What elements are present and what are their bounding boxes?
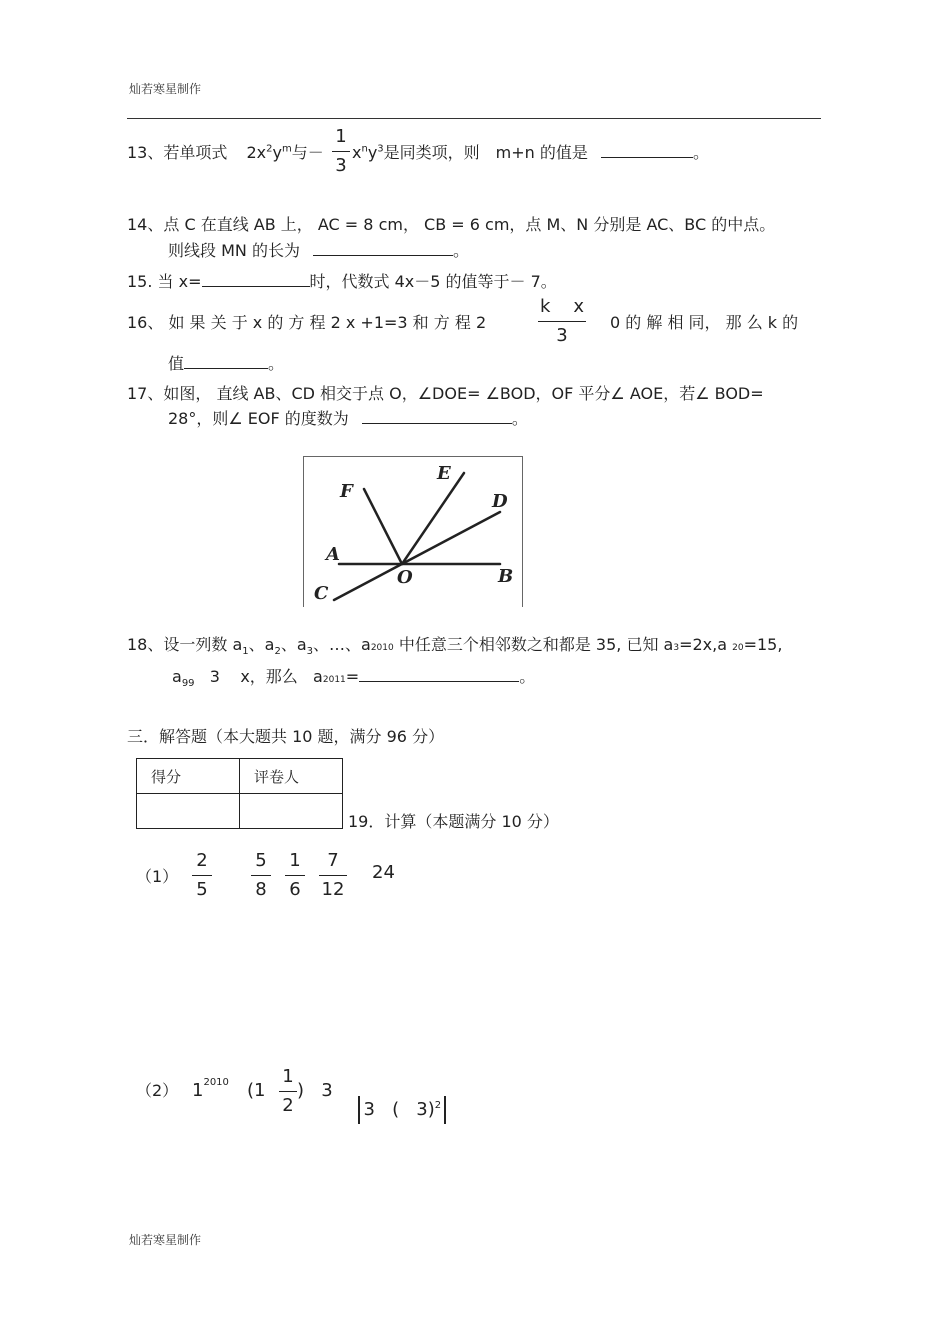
- q18-s2011: 2011: [322, 675, 346, 685]
- p1-f1-num: 2: [196, 850, 208, 871]
- p2-power: [192, 1077, 229, 1101]
- line-cd: [334, 512, 500, 600]
- p2-exp: 2010: [203, 1077, 229, 1088]
- grader-cell[interactable]: [240, 794, 343, 829]
- q13-answer-blank[interactable]: [601, 141, 693, 158]
- p1-f3-num: 1: [289, 850, 301, 871]
- q13-expm: m: [281, 143, 292, 155]
- geometry-figure: [303, 456, 523, 607]
- label-b: B: [498, 566, 514, 587]
- ray-of: [364, 489, 402, 564]
- q13-term1: 2x: [246, 143, 267, 162]
- q16-fraction: [538, 294, 586, 349]
- header-maker: 灿若寒星制作: [129, 82, 202, 96]
- q16-line2-text: 值: [168, 354, 185, 373]
- q18-s3b: 3: [673, 643, 680, 653]
- label-e: E: [437, 463, 451, 484]
- question-15: [127, 269, 557, 292]
- footer-maker: 灿若寒星制作: [129, 1233, 202, 1247]
- p2-f-den: 2: [282, 1095, 294, 1116]
- q13-exp3: 3: [377, 143, 384, 155]
- q13-frac-den: 3: [335, 155, 347, 176]
- label-o: O: [397, 567, 413, 588]
- q18-c1: 、a: [248, 635, 275, 654]
- q16-frac-den: 3: [556, 325, 568, 346]
- q18-answer-blank[interactable]: [359, 665, 519, 682]
- q18-line1: [127, 632, 782, 657]
- ray-oe: [402, 473, 464, 564]
- q13-number: 13、若单项式: [127, 143, 228, 162]
- q18-s20: 20: [732, 643, 744, 653]
- grader-header: 评卷人: [240, 759, 343, 794]
- p2-abs-expr: [344, 1075, 449, 1124]
- q17-line2: [168, 406, 528, 429]
- q13-with: 与－: [291, 143, 324, 162]
- q13-y2: y: [367, 143, 378, 162]
- p1-f2-num: 5: [255, 850, 267, 871]
- p2-abs-inner: 3 ( 3): [363, 1099, 435, 1120]
- figure-lines: [304, 457, 522, 607]
- q16-answer-blank[interactable]: [184, 352, 268, 369]
- q15-answer-blank[interactable]: [202, 270, 310, 287]
- p2-square: 2: [434, 1100, 442, 1111]
- q14-answer-blank[interactable]: [313, 239, 453, 256]
- q13-exp2: 2: [266, 143, 273, 155]
- q18-l2: 3 x，那么 a: [194, 667, 323, 686]
- p1-f4-num: 7: [327, 850, 339, 871]
- p2-f-num: 1: [282, 1066, 294, 1087]
- score-header: 得分: [137, 759, 240, 794]
- q14-end: 。: [453, 241, 470, 260]
- q18-c2: 、a: [280, 635, 307, 654]
- p1-frac4: [319, 848, 347, 903]
- p1-frac3: [285, 848, 305, 903]
- q18-l2b: =: [345, 667, 360, 686]
- q13-y: y: [272, 143, 282, 162]
- q18-l1b: 中任意三个相邻数之和都是 35, 已知 a: [393, 635, 674, 654]
- q14-line1: 14、点 C 在直线 AB 上， AC = 8 cm， CB = 6 cm，点 M、N 分别是 AC、BC 的中点。: [127, 215, 776, 234]
- p1-frac2: [251, 848, 271, 903]
- p1-f4-den: 12: [321, 879, 345, 900]
- label-f: F: [340, 481, 353, 502]
- q16-end: 。: [268, 354, 285, 373]
- label-d: D: [492, 491, 508, 512]
- q13-frac-num: 1: [335, 126, 347, 147]
- q19-title: 19．计算（本题满分 10 分）: [348, 812, 559, 831]
- q18-line2: [172, 664, 535, 689]
- q18-l1a: 18、设一列数 a: [127, 635, 243, 654]
- q18-s1: 1: [242, 646, 249, 658]
- abs-bar-right: [444, 1096, 446, 1124]
- q17-line2-text: 28°，则∠ EOF 的度数为: [168, 409, 349, 428]
- question-13: [127, 140, 324, 163]
- p1-f3-den: 6: [289, 879, 301, 900]
- q13-text: 是同类项，则 m+n 的值是: [383, 143, 588, 162]
- q19-p2-label: （2）: [136, 1081, 179, 1100]
- p1-f2-den: 8: [255, 879, 267, 900]
- q18-s2: 2: [274, 646, 281, 658]
- q15-post: 时，代数式 4x－5 的值等于－ 7。: [309, 272, 557, 291]
- q15-pre: 15. 当 x=: [127, 272, 202, 291]
- q18-s99: 99: [181, 678, 195, 690]
- q13-end: 。: [692, 143, 709, 162]
- p1-tail: 24: [372, 862, 395, 883]
- score-table: [136, 758, 343, 829]
- q18-s3: 3: [306, 646, 314, 658]
- q18-s2010: 2010: [370, 643, 394, 653]
- q16-pre: 16、 如 果 关 于 x 的 方 程 2 x +1=3 和 方 程 2: [127, 313, 487, 332]
- p1-frac1: [192, 848, 212, 903]
- q16-post: 0 的 解 相 同， 那 么 k 的: [610, 313, 799, 332]
- q18-l1c: =15,: [743, 635, 783, 654]
- q13-expn: n: [361, 143, 368, 155]
- header-rule: [127, 118, 821, 119]
- q18-c3: 、…、a: [313, 635, 371, 654]
- abs-bar-left: [358, 1096, 360, 1124]
- p2-close: ) 3: [297, 1080, 333, 1101]
- score-cell[interactable]: [137, 794, 240, 829]
- p2-one: 1: [192, 1080, 204, 1101]
- q16-line2: [168, 351, 284, 374]
- q14-line2: [168, 238, 469, 261]
- q13-x: x: [352, 143, 362, 162]
- p1-f1-den: 5: [196, 879, 208, 900]
- p2-frac: [279, 1064, 297, 1119]
- q17-end: 。: [511, 409, 528, 428]
- q19-p1-label: （1）: [136, 867, 179, 886]
- q16-frac-num: k x: [540, 296, 584, 317]
- section3-title: 三．解答题（本大题共 10 题，满分 96 分）: [127, 727, 445, 746]
- q18-end: 。: [519, 667, 536, 686]
- q13-fraction: [332, 124, 350, 179]
- q18-mid: =2x,a: [679, 635, 733, 654]
- label-a: A: [326, 544, 340, 565]
- label-c: C: [314, 583, 329, 604]
- q17-answer-blank[interactable]: [362, 407, 512, 424]
- q18-a99: a: [172, 667, 182, 686]
- q14-line2-text: 则线段 MN 的长为: [168, 241, 300, 260]
- q13-rest: [352, 140, 709, 163]
- p2-open: (1: [247, 1080, 266, 1101]
- q17-line1: 17、如图， 直线 AB、CD 相交于点 O，∠DOE= ∠BOD，OF 平分∠ AOE，若∠ BOD=: [127, 384, 764, 403]
